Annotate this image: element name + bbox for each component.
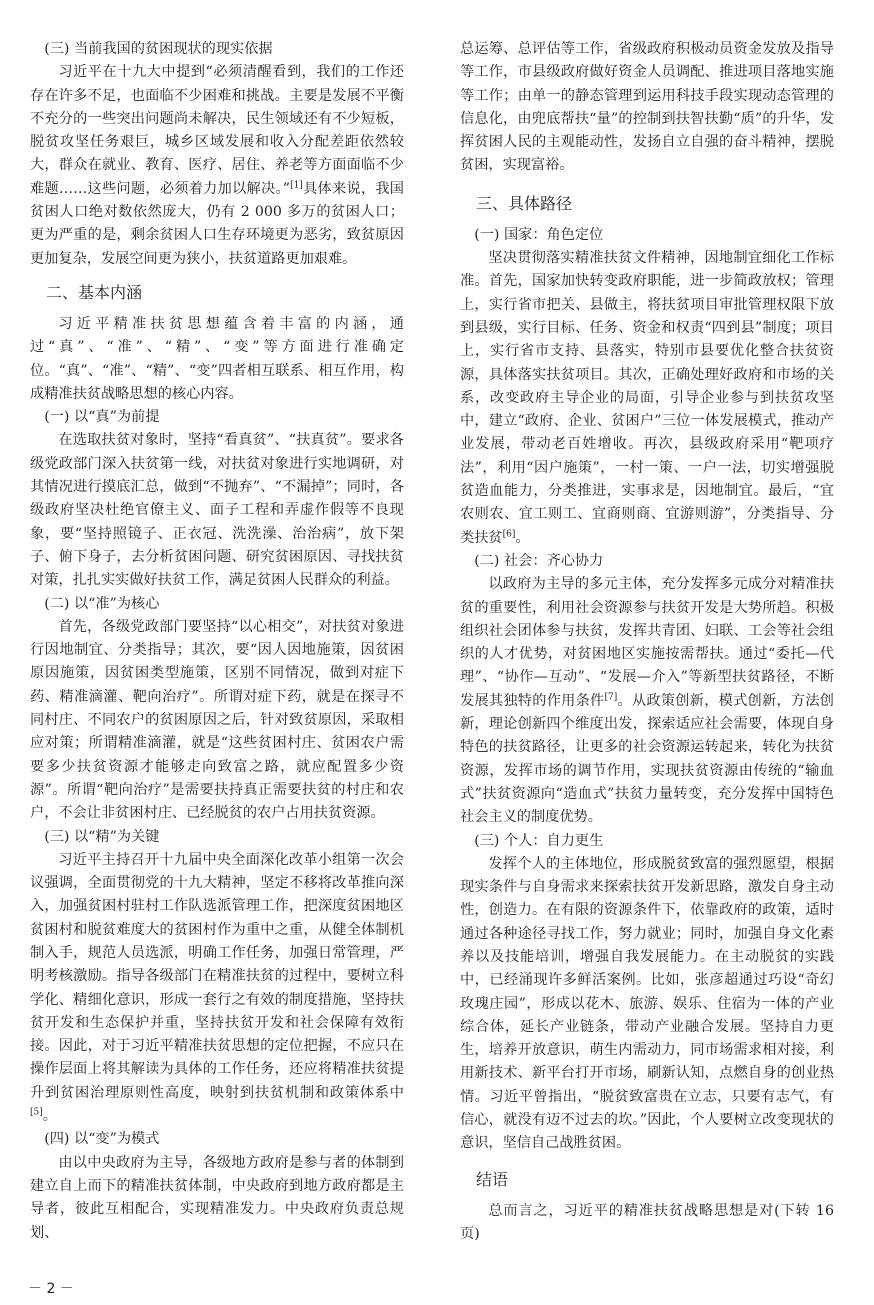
subsection-title: (三) 个人：自力更生	[474, 832, 604, 849]
paragraph: 习近平在十九大中提到“必须清醒看到，我们的工作还存在许多不足，也面临不少困难和挑战。主要是发展不平衡不充分的一些突出问题尚未解决，民生领域还有不少短板，脱贫攻坚任务艰巨，城乡区域发展和收入分配差距依然较大，群众在就业、教育、医疗、居住、养老等方面面临不少难题……这些问题，必须着力加以解决。”[1]具体来说，我国贫困人口绝对数依然庞大，仍有 2 000 多万的贫困人口；更为严重的是，剩余贫困人口生存环境更为恶劣，致贫原因更加复杂，发展空间更为狭小，扶贫道路更加艰难。	[30, 64, 404, 267]
citation: [7]	[604, 691, 618, 702]
subsection-title: (二) 社会：齐心协力	[474, 552, 604, 569]
page-number: － 2 －	[28, 1281, 74, 1297]
paragraph: 总而言之，习近平的精准扶贫战略思想是对(下转 16页)	[460, 1202, 834, 1242]
subsection-title: (一) 国家：角色定位	[474, 226, 604, 243]
subsection-title: (一) 以“真”为前提	[44, 409, 160, 426]
paragraph: 坚决贯彻落实精准扶贫文件精神，因地制宜细化工作标准。首先，国家加快转变政府职能，进一步简政放权；管理上，实行省市把关、县做主，将扶贫项目审批管理权限下放到县级，实行目标、任务、资金和权责“四到县”制度；项目上，实行省市支持、县落实，特别市县要优化整合扶贫资源，具体落实扶贫项目。其次，正确处理好政府和市场的关系，改变政府主导企业的局面，引导企业参与到扶贫攻坚中，建立“政府、企业、贫困户”三位一体发展模式，推动产业发展，带动老百姓增收。再次，县级政府采用“靶项疗法”，利用“因户施策”，一村一策、一户一法，切实增强脱贫造血能力，分类推进，实事求是，因地制宜。最后，“宜农则农、宜工则工、宜商则商、宜游则游”，分类指导、分类扶贫[6]。	[460, 250, 834, 546]
subsection-title: (三) 以“精”为关键	[44, 828, 160, 845]
paragraph: 总运筹、总评估等工作，省级政府积极动员资金发放及指导等工作，市县级政府做好资金人员调配、推进项目落地实施等工作；由单一的静态管理到运用科技手段实现动态管理的信息化，由兜底帮扶“量”的控制到扶智扶勤“质”的升华，发挥贫困人民的主观能动性，发扬自立自强的奋斗精神，摆脱贫困，实现富裕。	[460, 41, 834, 174]
subsection-title: (三) 当前我国的贫困现状的现实依据	[44, 41, 273, 57]
citation: [5]	[30, 1107, 43, 1118]
paragraph: 首先，各级党政部门要坚持“以心相交”，对扶贫对象进行因地制宜、分类指导；其次，要“因人因地施策，因贫困原因施策，因贫困类型施策，区别不同情况，做到对症下药、精准滴灌、靶向治疗”。所谓对症下药，就是在探寻不同村庄、不同农户的贫困原因之后，针对致贫原因，采取相应对策；所谓精准滴灌，就是“这些贫困村庄、贫困农户需要多少扶贫资源才能够走向致富之路，就应配置多少资源”。所谓“靶向治疗”是需要扶持真正需要扶贫的村庄和农户，不会让非贫困村庄、已经脱贫的农户占用扶贫资源。	[30, 618, 404, 822]
paragraph: 习近平主持召开十九届中央全面深化改革小组第一次会议强调，全面贯彻党的十九大精神，坚定不移将改革推向深入，加强贫困村驻村工作队选派管理工作，把深度贫困地区贫困村和脱贫难度大的贫困村作为重中之重，从健全体制机制入手，规范人员选派，明确工作任务，加强日常管理，严明考核激励。指导各级部门在精准扶贫的过程中，要树立科学化、精细化意识，形成一套行之有效的制度措施，坚持扶贫开发和生态保护并重，坚持扶贫开发和社会保障有效衔接。因此，对于习近平精准扶贫思想的定位把握，不应只在操作层面上将其解读为具体的工作任务，还应将精准扶贫提升到贫困治理原则性高度，映射到扶贫机制和政策体系中[5]。	[30, 851, 404, 1125]
paragraph: 发挥个人的主体地位，形成脱贫致富的强烈愿望，根据现实条件与自身需求来探索扶贫开发新思路，激发自身主动性，创造力。在有限的资源条件下，依靠政府的政策，适时通过各种途径寻找工作，努力就业；同时，加强自身文化素养以及技能培训，增强自我发展能力。在主动脱贫的实践中，已经涌现许多鲜活案例。比如，张彦超通过巧设“奇幻玫瑰庄园”，形成以花木、旅游、娱乐、住宿为一体的产业综合体，延长产业链条，带动产业融合发展。坚持自力更生，培养开放意识，萌生内需动力，同市场需求相对接，利用新技术、新平台打开市场，刷新认知，点燃自身的创业热情。习近平曾指出，“脱贫致富贵在立志，只要有志气，有信心，就没有迈不过去的坎。”因此，个人要树立改变现状的意识，坚信自己战胜贫困。	[460, 855, 834, 1152]
right-column	[460, 38, 834, 1246]
citation: [6]	[502, 528, 516, 539]
paragraph: 习近平精准扶贫思想蕴含着丰富的内涵，通过“真”、“准”、“精”、“变”等方面进行准确定位。“真”、“准”、“精”、“变”四者相互联系、相互作用，构成精准扶贫战略思想的核心内容。	[30, 315, 404, 402]
section-heading: 三、具体路径	[476, 193, 573, 213]
citation: [1]	[290, 180, 303, 191]
paragraph: 以政府为主导的多元主体，充分发挥多元成分对精准扶贫的重要性，利用社会资源参与扶贫开发是大势所趋。积极组织社会团体参与扶贫，发挥共青团、妇联、工会等社会组织的人才优势，对贫困地区实施按需帮扶。通过“委托—代理”、“协作—互动”、“发展—介入”等新型扶贫路径，不断发展其独特的作用条件[7]。从政策创新，模式创新，方法创新，理论创新四个维度出发，探索适应社会需要，体现自身特色的扶贫路径，让更多的社会资源运转起来，转化为扶贫资源，发挥市场的调节作用，实现扶贫资源由传统的“输血式”扶贫资源向“造血式”扶贫力量转变，充分发挥中国特色社会主义的制度优势。	[460, 576, 834, 826]
subsection-title: (二) 以“准”为核心	[44, 595, 160, 612]
subsection-title: (四) 以“变”为模式	[44, 1131, 160, 1148]
paragraph: 在选取扶贫对象时，坚持“看真贫”、“扶真贫”。要求各级党政部门深入扶贫第一线，对扶贫对象进行实地调研，对其情况进行摸底汇总，做到“不抛弃”、“不漏掉”；同时，各级政府坚决杜绝官僚主义、面子工程和弄虚作假等不良现象，要“坚持照镜子、正衣冠、洗洗澡、治治病”，放下架子、俯下身子，去分析贫困问题、研究贫困原因、寻找扶贫对策，扎扎实实做好扶贫工作，满足贫困人民群众的利益。	[30, 432, 404, 589]
paragraph: 由以中央政府为主导，各级地方政府是参与者的体制到建立自上而下的精准扶贫体制，中央政府到地方政府都是主导者，彼此互相配合，实现精准发力。中央政府负责总规划、	[30, 1154, 404, 1241]
section-heading: 二、基本内涵	[46, 282, 143, 302]
section-heading: 结语	[476, 1169, 509, 1189]
left-column	[30, 38, 404, 1245]
